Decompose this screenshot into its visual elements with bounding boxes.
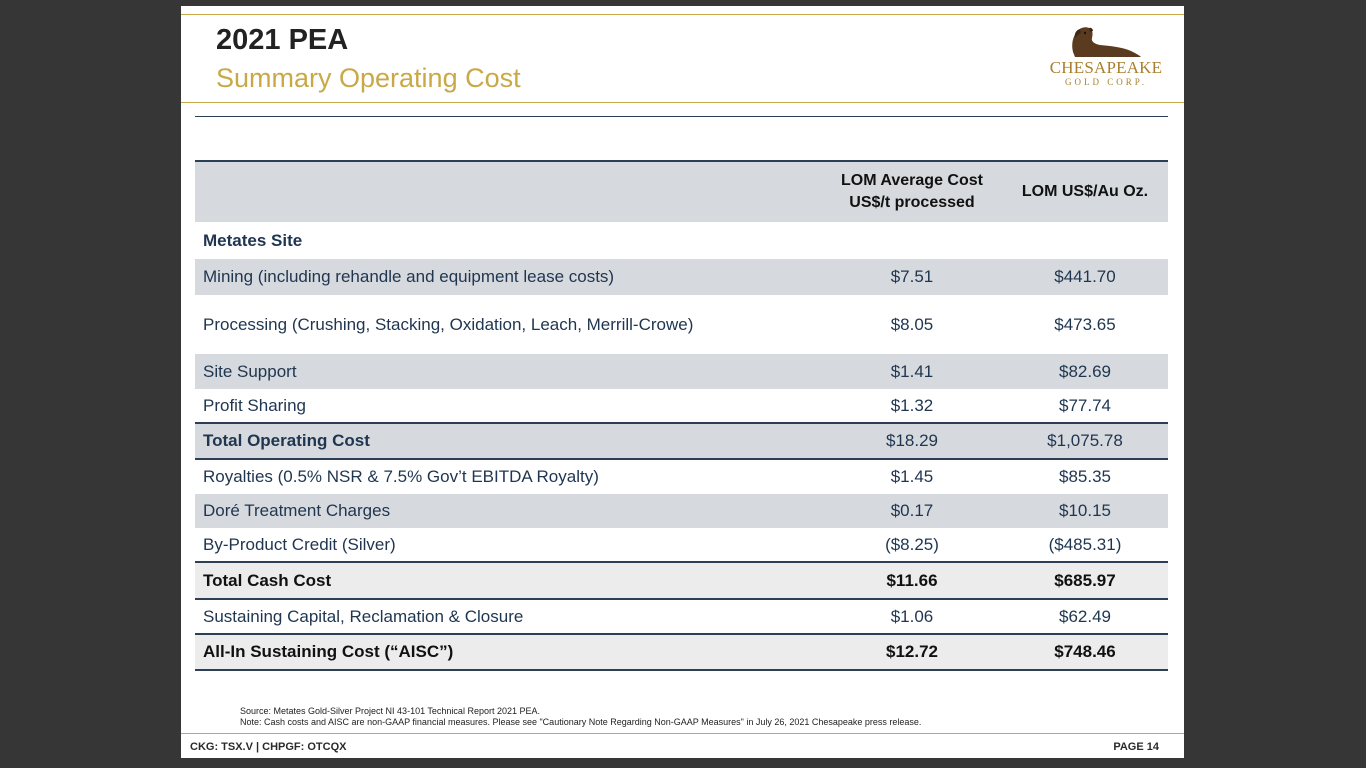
row-cost-per-oz: $473.65 — [1054, 314, 1116, 334]
row-label: Site Support — [203, 361, 297, 381]
row-cost-per-tonne: $1.06 — [890, 606, 934, 626]
logo-name: CHESAPEAKE — [1049, 58, 1163, 77]
row-cost-per-oz: $748.46 — [1002, 634, 1168, 670]
dog-logo-icon — [1067, 24, 1143, 58]
row-cost-per-tonne: $18.29 — [822, 423, 1002, 459]
footer-rule — [181, 733, 1184, 734]
row-label: Processing (Crushing, Stacking, Oxidation, Leach, Merrill-Crowe) — [203, 314, 694, 334]
header-cost-per-tonne — [822, 161, 1002, 222]
row-cost-per-tonne: $0.17 — [890, 501, 934, 520]
table-row — [195, 599, 1168, 634]
table-header-row — [195, 161, 1168, 222]
row-cost-per-oz: $85.35 — [1059, 467, 1111, 486]
row-label: Profit Sharing — [203, 395, 306, 415]
table-row — [195, 295, 1168, 354]
row-cost-per-oz: $1,075.78 — [1002, 423, 1168, 459]
header-top-rule — [181, 14, 1184, 15]
row-cost-per-oz — [1002, 222, 1168, 259]
table-row-total-cash — [195, 562, 1168, 599]
header-bottom-rule — [181, 102, 1184, 103]
table-row — [195, 389, 1168, 423]
row-cost-per-oz: $10.15 — [1059, 501, 1111, 520]
row-cost-per-tonne: $1.41 — [890, 361, 934, 381]
header-cost-per-tonne-label: LOM Average Cost US$/t processed — [841, 172, 983, 211]
row-cost-per-tonne: $8.05 — [890, 314, 934, 334]
footer-ticker: CKG: TSX.V | CHPGF: OTCQX — [190, 741, 347, 753]
note-text: Note: Cash costs and AISC are non-GAAP financial measures. Please see "Cautionary Note Regarding Non-GAAP Measures" in July 26, 2021 Chesapeake press release. — [240, 717, 922, 727]
row-label: Royalties (0.5% NSR & 7.5% Gov’t EBITDA Royalty) — [203, 467, 599, 486]
table-row — [195, 354, 1168, 389]
row-cost-per-oz: $441.70 — [1054, 267, 1116, 286]
row-cost-per-oz: $62.49 — [1059, 606, 1111, 626]
header-blank — [195, 161, 822, 222]
row-cost-per-oz: ($485.31) — [1048, 534, 1122, 554]
row-label: Sustaining Capital, Reclamation & Closure — [203, 606, 524, 626]
table-row-aisc — [195, 634, 1168, 670]
page-number: PAGE 14 — [1113, 741, 1159, 753]
table-row-total-operating — [195, 423, 1168, 459]
row-cost-per-tonne: $7.51 — [890, 267, 934, 286]
row-cost-per-tonne — [822, 222, 1002, 259]
row-cost-per-oz: $82.69 — [1059, 361, 1111, 381]
logo-subtitle: GOLD CORP. — [1064, 77, 1147, 87]
table-row — [195, 528, 1168, 562]
table-row — [195, 494, 1168, 528]
content-rule — [195, 116, 1168, 117]
source-notes — [240, 706, 921, 728]
row-cost-per-oz: $685.97 — [1002, 562, 1168, 599]
row-label: Total Operating Cost — [195, 423, 822, 459]
row-cost-per-tonne: $12.72 — [822, 634, 1002, 670]
row-label: Total Cash Cost — [195, 562, 822, 599]
chesapeake-logo — [1043, 24, 1169, 94]
row-label: All-In Sustaining Cost (“AISC”) — [195, 634, 822, 670]
row-label: Mining (including rehandle and equipment lease costs) — [203, 267, 615, 286]
row-label: By-Product Credit (Silver) — [203, 534, 396, 554]
slide — [181, 6, 1184, 758]
row-cost-per-tonne: $1.45 — [890, 467, 934, 486]
slide-subtitle: Summary Operating Cost — [216, 63, 521, 93]
table-row — [195, 222, 1168, 259]
row-cost-per-tonne: $11.66 — [822, 562, 1002, 599]
row-cost-per-oz: $77.74 — [1059, 395, 1111, 415]
slide-title: 2021 PEA — [216, 24, 349, 56]
table-row — [195, 259, 1168, 295]
row-label: Doré Treatment Charges — [203, 501, 391, 520]
operating-cost-table — [195, 160, 1168, 671]
row-cost-per-tonne: ($8.25) — [885, 534, 939, 554]
header-cost-per-oz: LOM US$/Au Oz. — [1021, 183, 1149, 200]
table-row — [195, 459, 1168, 494]
row-cost-per-tonne: $1.32 — [890, 395, 934, 415]
source-text: Source: Metates Gold-Silver Project NI 43-101 Technical Report 2021 PEA. — [240, 706, 540, 716]
row-label: Metates Site — [203, 230, 303, 250]
